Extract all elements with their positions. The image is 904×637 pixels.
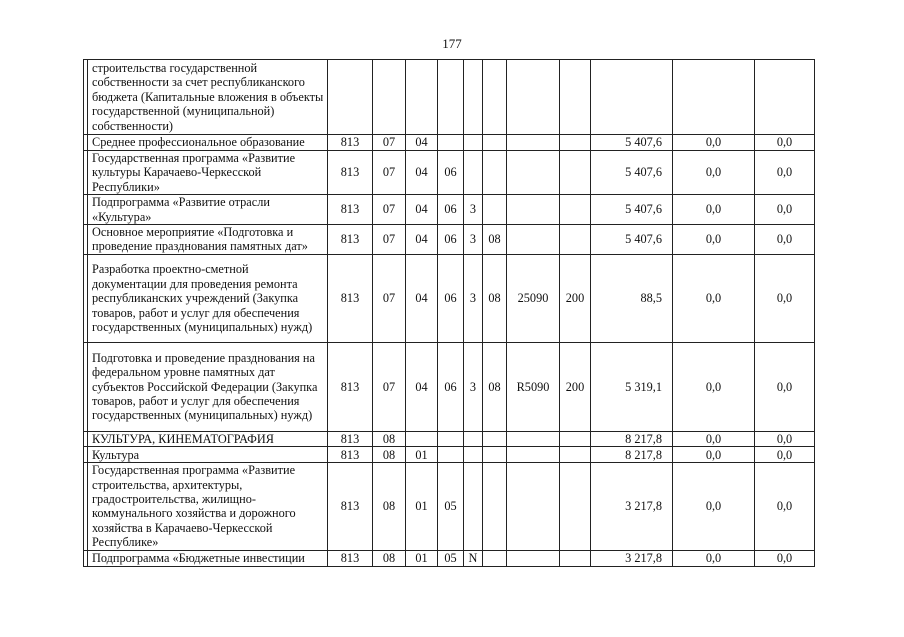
subsection-cell: 04 [406,135,438,151]
amount-2-cell: 0,0 [673,135,755,151]
amount-3-cell: 0,0 [755,195,815,225]
amount-cell [591,60,673,135]
table-row [84,447,815,463]
kvsr-cell: 813 [328,254,373,342]
kvsr-cell: 813 [328,195,373,225]
subsection-cell: 04 [406,151,438,195]
subsection-cell: 01 [406,463,438,550]
program-cell: 06 [438,254,464,342]
subprogram-cell: 3 [464,195,483,225]
kvsr-cell: 813 [328,135,373,151]
amount-cell: 8 217,8 [591,447,673,463]
kvsr-cell: 813 [328,550,373,566]
row-name-cell: Культура [88,447,328,463]
event-cell: 08 [483,342,507,431]
page-number: 177 [442,36,462,51]
subprogram-cell [464,151,483,195]
expense-type-cell: 200 [560,342,591,431]
amount-2-cell: 0,0 [673,225,755,255]
table-row [84,463,815,550]
row-name-cell: строительства государственной собственности за счет республиканского бюджета (Капитальные вложения в объекты государственной (муниципальной) собственности) [88,60,328,135]
table-row [84,550,815,566]
amount-cell: 5 407,6 [591,225,673,255]
subprogram-cell [464,431,483,446]
table-row [84,195,815,225]
program-cell: 05 [438,463,464,550]
program-cell: 06 [438,342,464,431]
amount-cell: 3 217,8 [591,550,673,566]
expense-type-cell [560,195,591,225]
direction-cell [507,195,560,225]
event-cell: 08 [483,254,507,342]
section-cell: 07 [373,342,406,431]
program-cell: 06 [438,225,464,255]
subsection-cell: 04 [406,225,438,255]
subprogram-cell: 3 [464,225,483,255]
row-name-cell: Подпрограмма «Развитие отрасли «Культура» [88,195,328,225]
direction-cell [507,431,560,446]
kvsr-cell: 813 [328,342,373,431]
expense-type-cell: 200 [560,254,591,342]
table-row [84,342,815,431]
amount-cell: 88,5 [591,254,673,342]
amount-cell: 5 319,1 [591,342,673,431]
program-cell: 06 [438,195,464,225]
direction-cell [507,550,560,566]
program-cell [438,60,464,135]
subprogram-cell: N [464,550,483,566]
subprogram-cell [464,60,483,135]
program-cell: 05 [438,550,464,566]
expense-type-cell [560,225,591,255]
expense-type-cell [560,60,591,135]
amount-3-cell: 0,0 [755,342,815,431]
section-cell: 07 [373,225,406,255]
amount-2-cell: 0,0 [673,195,755,225]
subsection-cell [406,431,438,446]
kvsr-cell: 813 [328,151,373,195]
direction-cell [507,463,560,550]
section-cell: 08 [373,431,406,446]
event-cell [483,447,507,463]
kvsr-cell [328,60,373,135]
subprogram-cell [464,463,483,550]
direction-cell [507,135,560,151]
table-row [84,225,815,255]
amount-3-cell: 0,0 [755,135,815,151]
amount-3-cell: 0,0 [755,225,815,255]
amount-2-cell: 0,0 [673,151,755,195]
subprogram-cell: 3 [464,254,483,342]
expense-type-cell [560,463,591,550]
amount-2-cell: 0,0 [673,550,755,566]
amount-2-cell: 0,0 [673,254,755,342]
event-cell [483,151,507,195]
table-row [84,151,815,195]
amount-2-cell: 0,0 [673,447,755,463]
amount-2-cell: 0,0 [673,431,755,446]
row-name-cell: Государственная программа «Развитие строительства, архитектуры, градостроительства, жилищно-коммунального хозяйства и дорожного хозяйства в Карачаево-Черкесской Республике» [88,463,328,550]
subsection-cell: 04 [406,342,438,431]
row-name-cell: Основное мероприятие «Подготовка и проведение празднования памятных дат» [88,225,328,255]
subprogram-cell [464,135,483,151]
event-cell [483,195,507,225]
row-name-cell: Разработка проектно-сметной документации для проведения ремонта республиканских учреждений (Закупка товаров, работ и услуг для обеспечения государственных (муниципальных) нужд) [88,254,328,342]
event-cell [483,60,507,135]
amount-3-cell: 0,0 [755,151,815,195]
expense-type-cell [560,135,591,151]
amount-3-cell [755,60,815,135]
event-cell: 08 [483,225,507,255]
amount-2-cell [673,60,755,135]
amount-2-cell: 0,0 [673,342,755,431]
section-cell [373,60,406,135]
expense-type-cell [560,447,591,463]
direction-cell: R5090 [507,342,560,431]
subsection-cell [406,60,438,135]
event-cell [483,135,507,151]
kvsr-cell: 813 [328,463,373,550]
row-name-cell: Среднее профессиональное образование [88,135,328,151]
expense-type-cell [560,550,591,566]
section-cell: 08 [373,550,406,566]
table-row [84,60,815,135]
section-cell: 08 [373,463,406,550]
amount-cell: 8 217,8 [591,431,673,446]
direction-cell: 25090 [507,254,560,342]
amount-3-cell: 0,0 [755,463,815,550]
program-cell [438,431,464,446]
subprogram-cell [464,447,483,463]
amount-cell: 3 217,8 [591,463,673,550]
budget-table [83,59,815,567]
direction-cell [507,60,560,135]
event-cell [483,463,507,550]
amount-cell: 5 407,6 [591,151,673,195]
program-cell [438,135,464,151]
subsection-cell: 04 [406,254,438,342]
section-cell: 08 [373,447,406,463]
section-cell: 07 [373,151,406,195]
amount-3-cell: 0,0 [755,254,815,342]
subprogram-cell: 3 [464,342,483,431]
kvsr-cell: 813 [328,225,373,255]
program-cell [438,447,464,463]
subsection-cell: 01 [406,447,438,463]
subsection-cell: 04 [406,195,438,225]
subsection-cell: 01 [406,550,438,566]
section-cell: 07 [373,135,406,151]
row-name-cell: Подготовка и проведение празднования на федеральном уровне памятных дат субъектов Российской Федерации (Закупка товаров, работ и услуг для обеспечения государственных (муниципальных) нужд) [88,342,328,431]
amount-3-cell: 0,0 [755,431,815,446]
event-cell [483,431,507,446]
direction-cell [507,447,560,463]
amount-3-cell: 0,0 [755,447,815,463]
row-name-cell: Подпрограмма «Бюджетные инвестиции [88,550,328,566]
amount-cell: 5 407,6 [591,135,673,151]
direction-cell [507,151,560,195]
table-row [84,254,815,342]
table-body [84,60,815,567]
kvsr-cell: 813 [328,431,373,446]
row-name-cell: Государственная программа «Развитие культуры Карачаево-Черкесской Республики» [88,151,328,195]
amount-2-cell: 0,0 [673,463,755,550]
amount-3-cell: 0,0 [755,550,815,566]
expense-type-cell [560,431,591,446]
direction-cell [507,225,560,255]
amount-cell: 5 407,6 [591,195,673,225]
table-row [84,431,815,446]
program-cell: 06 [438,151,464,195]
section-cell: 07 [373,254,406,342]
event-cell [483,550,507,566]
row-name-cell: КУЛЬТУРА, КИНЕМАТОГРАФИЯ [88,431,328,446]
expense-type-cell [560,151,591,195]
section-cell: 07 [373,195,406,225]
table-row [84,135,815,151]
kvsr-cell: 813 [328,447,373,463]
